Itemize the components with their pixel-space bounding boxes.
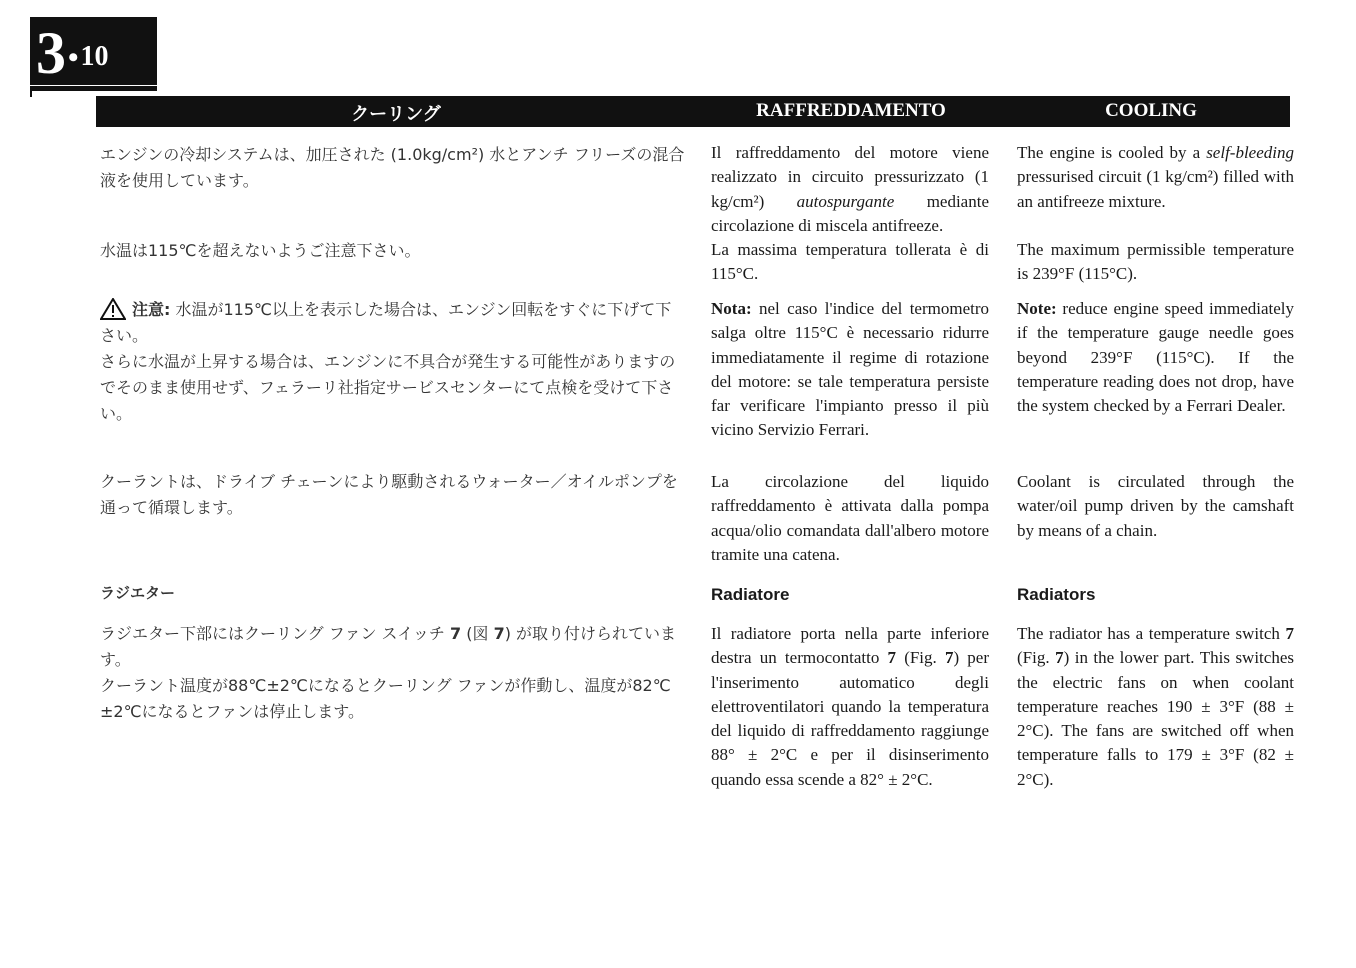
header-title-en: COOLING: [1105, 100, 1197, 121]
badge-rule: [30, 86, 157, 91]
badge-dot: •: [68, 41, 79, 74]
en-switch-ref: 7: [1285, 624, 1294, 643]
page-number-badge: [30, 17, 157, 85]
ja-note-text2: さらに水温が上昇する場合は、エンジンに不具合が発生する可能性がありますのでそのまま使用せず、フェラーリ社指定サービスセンターにて点検を受けて下さい。: [100, 352, 676, 423]
en-para-max-temp: [1017, 238, 1294, 287]
it-para-system: [711, 141, 989, 238]
it-note: [711, 297, 989, 443]
ja-switch-ref: 7: [450, 624, 462, 643]
en-note-line: [1017, 297, 1294, 418]
en-note-text: reduce engine speed immediately if the temperature gauge needle goes beyond 239°F (115°C). If the temperature reading does not drop, have the system checked by a Ferrari Dealer.: [1017, 299, 1294, 416]
ja-text-fans: クーラント温度が88℃±2℃になるとクーリング ファンが作動し、温度が82℃±2℃になるとファンは停止します。: [100, 676, 671, 721]
ja-note: [100, 297, 685, 427]
section-number: 10: [80, 41, 109, 72]
en-para-system: [1017, 141, 1294, 214]
en-note: [1017, 297, 1294, 418]
it-switch-ref: 7: [887, 648, 897, 668]
ja-fig-ref: 7: [493, 624, 505, 643]
en-para-circulation: [1017, 470, 1294, 543]
header-title-it: RAFFREDDAMENTO: [756, 100, 946, 121]
en-para-radiators: [1017, 622, 1294, 792]
ja-text-circulation: クーラントは、ドライブ チェーンにより駆動されるウォーター／オイルポンプを通って循環します。: [100, 472, 678, 517]
it-note-label: Nota:: [711, 299, 752, 318]
chapter-number: 3: [36, 20, 66, 86]
it-emphasis: autospurgante: [796, 191, 895, 211]
section-header-bar: [96, 96, 1290, 127]
it-note-line: [711, 297, 989, 443]
en-text-max-temp: The maximum permissible temperature is 239°F (115°C).: [1017, 240, 1294, 284]
ja-text-max-temp: 水温は115℃を超えないようご注意下さい。: [100, 241, 421, 260]
en-emphasis: self-bleeding: [1206, 143, 1294, 162]
en-subheading-radiators: [1017, 583, 1294, 607]
it-text-max-temp: La massima temperatura tollerata è di 115°C.: [711, 240, 989, 284]
ja-para-radiator: [100, 621, 685, 725]
en-fig-ref: 7: [1055, 648, 1064, 668]
en-text-radiators: The radiator has a temperature switch 7 (Fig. 7) in the lower part. This switches the electric fans on when coolant temperature reaches 190 ± 3°F (88 ± 2°C). The fans are switched off when temperature falls to 179 ± 3°F (82 ± 2°C).: [1017, 624, 1294, 789]
en-text-system: The engine is cooled by a self-bleeding pressurised circuit (1 kg/cm²) filled with an antifreeze mixture.: [1017, 143, 1294, 211]
it-para-max-temp: [711, 238, 989, 287]
header-title-ja: クーリング: [351, 104, 441, 125]
it-text-circulation: La circolazione del liquido raffreddamento è attivata dalla pompa acqua/olio comandata dall'albero motore tramite una catena.: [711, 472, 989, 564]
it-text-radiator: Il radiatore porta nella parte inferiore destra un termocontatto 7 (Fig. 7) per l'inserimento automatico degli elettroventilatori quando la temperatura del liquido di raffreddamento raggiunge 88° ± 2°C e per il disinserimento quando essa scende a 82° ± 2°C.: [711, 624, 989, 789]
ja-note-text: 水温が115℃以上を表示した場合は、エンジン回転をすぐに下げて下さい。: [100, 300, 672, 345]
it-text-system: Il raffreddamento del motore viene realizzato in circuito pressurizzato (1 kg/cm²) autospurgante mediante circolazione di miscela antifreeze.: [711, 143, 989, 235]
it-subheading-text: Radiatore: [711, 585, 790, 604]
ja-para-circulation: [100, 469, 685, 521]
ja-para-max-temp: [100, 238, 685, 264]
ja-text-system: エンジンの冷却システムは、加圧された (1.0kg/cm²) 水とアンチ フリーズの混合液を使用しています。: [100, 145, 685, 190]
ja-note-label: 注意:: [132, 300, 171, 319]
ja-note-line: [100, 297, 685, 349]
en-subheading-text: Radiators: [1017, 585, 1096, 604]
it-para-radiator: [711, 622, 989, 792]
warning-triangle-icon: [100, 298, 126, 320]
ja-subheading-radiator: [100, 580, 685, 606]
it-note-text: nel caso l'indice del termometro salga oltre 115°C è necessario ridurre immediatamente il regime di rotazione del motore: se tale temperatura persiste far verificare l'impianto presso il più vicino Servizio Ferrari.: [711, 299, 990, 440]
it-subheading-radiator: [711, 583, 989, 607]
en-note-label: Note:: [1017, 299, 1057, 318]
ja-text-radiator: ラジエター下部にはクーリング ファン スイッチ 7 (図 7) が取り付けられています。: [100, 624, 677, 669]
ja-subheading-text: ラジエター: [100, 584, 176, 602]
en-text-circulation: Coolant is circulated through the water/oil pump driven by the camshaft by means of a chain.: [1017, 472, 1294, 540]
badge-tick: [30, 91, 32, 97]
it-para-circulation: [711, 470, 989, 567]
ja-para-system: [100, 142, 685, 194]
it-fig-ref: 7: [944, 648, 954, 668]
